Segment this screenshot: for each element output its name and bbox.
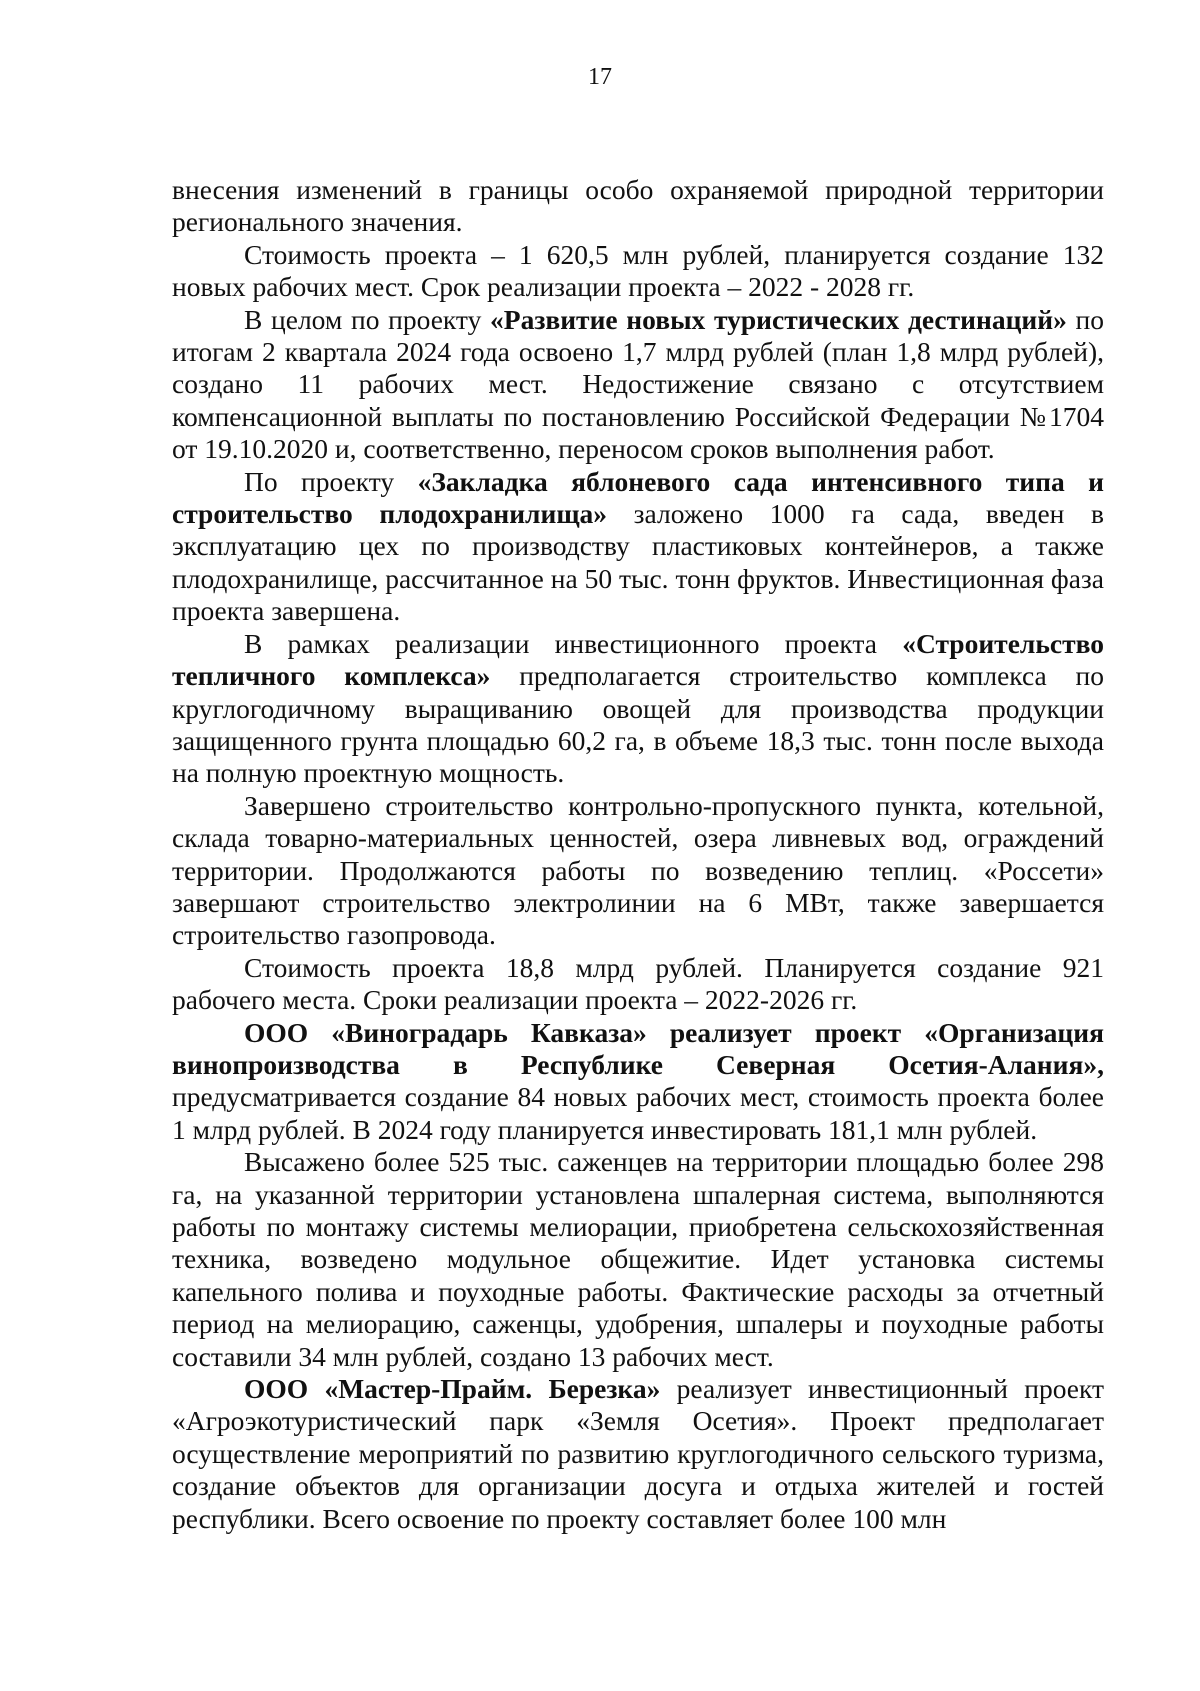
paragraph-text: Стоимость проекта 18,8 млрд рублей. Планируется создание 921 рабочего места. Сроки реализации проекта – 2022-2026 гг. [172,951,1104,1016]
paragraph-10 [172,1373,1104,1535]
paragraph-text: реализует инвестиционный проект «Агроэкотуристический парк «Земля Осетия». Проект предполагает осуществление мероприятий по развитию круглогодичного сельского туризма, создание объектов для организации досуга и отдыха жителей и гостей республики. Всего освоение по проекту составляет более 100 млн [172,1373,1104,1534]
project-name-bold: ООО «Мастер-Прайм. Березка» [244,1373,661,1405]
paragraph-8 [172,1017,1104,1147]
paragraph-9 [172,1146,1104,1373]
project-name-bold: «Закладка яблоневого сада интенсивного типа и строительство плодохранилища» [172,465,1104,530]
document-body [172,174,1104,1535]
paragraph-6 [172,790,1104,952]
paragraph-text: заложено 1000 га сада, введен в эксплуатацию цех по производству пластиковых контейнеров, а также плодохранилище, рассчитанное на 50 тыс. тонн фруктов. Инвестиционная фаза проекта завершена. [172,498,1104,627]
project-name-bold: «Развитие новых туристических дестинаций» [490,303,1067,335]
paragraph-text: предполагается строительство комплекса по круглогодичному выращиванию овощей для производства продукции защищенного грунта площадью 60,2 га, в объеме 18,3 тыс. тонн после выхода на полную проектную мощность. [172,660,1104,789]
paragraph-text: В рамках реализации инвестиционного проекта [244,627,903,659]
paragraph-text: В целом по проекту [244,303,491,335]
paragraph-2 [172,239,1104,304]
paragraph-text: Стоимость проекта – 1 620,5 млн рублей, планируется создание 132 новых рабочих мест. Срок реализации проекта – 2022 - 2028 гг. [172,238,1104,303]
paragraph-text: Высажено более 525 тыс. саженцев на территории площадью более 298 га, на указанной территории установлена шпалерная система, выполняются работы по монтажу системы мелиорации, приобретена сельскохозяйственная техника, возведено модульное общежитие. Идет установка системы капельного полива и поуходные работы. Фактические расходы за отчетный период на мелиорацию, саженцы, удобрения, шпалеры и поуходные работы составили 34 млн рублей, создано 13 рабочих мест. [172,1146,1104,1372]
paragraph-4 [172,466,1104,628]
page-number: 17 [588,64,612,90]
paragraph-text: По проекту [244,465,418,497]
paragraph-text: по итогам 2 квартала 2024 года освоено 1,7 млрд рублей (план 1,8 млрд рублей), создано 11 рабочих мест. Недостижение связано с отсутствием компенсационной выплаты по постановлению Российской Федерации №1704 от 19.10.2020 и, соответственно, переносом сроков выполнения работ. [172,303,1105,465]
paragraph-1 [172,174,1104,239]
paragraph-5 [172,628,1104,790]
paragraph-7 [172,952,1104,1017]
paragraph-text: Завершено строительство контрольно-пропускного пункта, котельной, склада товарно-материальных ценностей, озера ливневых вод, ограждений территории. Продолжаются работы по возведению теплиц. «Россети» завершают строительство электролинии на 6 МВт, также завершается строительство газопровода. [172,789,1104,951]
paragraph-text: предусматривается создание 84 новых рабочих мест, стоимость проекта более 1 млрд рублей. В 2024 году планируется инвестировать 181,1 млн рублей. [172,1081,1104,1145]
paragraph-3 [172,304,1104,466]
paragraph-text: внесения изменений в границы особо охраняемой природной территории регионального значения. [172,174,1104,238]
project-name-bold: «Строительство тепличного комплекса» [172,627,1104,692]
project-name-bold: ООО «Виноградарь Кавказа» реализует проект «Организация винопроизводства в Республике Северная Осетия-Алания», [172,1016,1104,1080]
